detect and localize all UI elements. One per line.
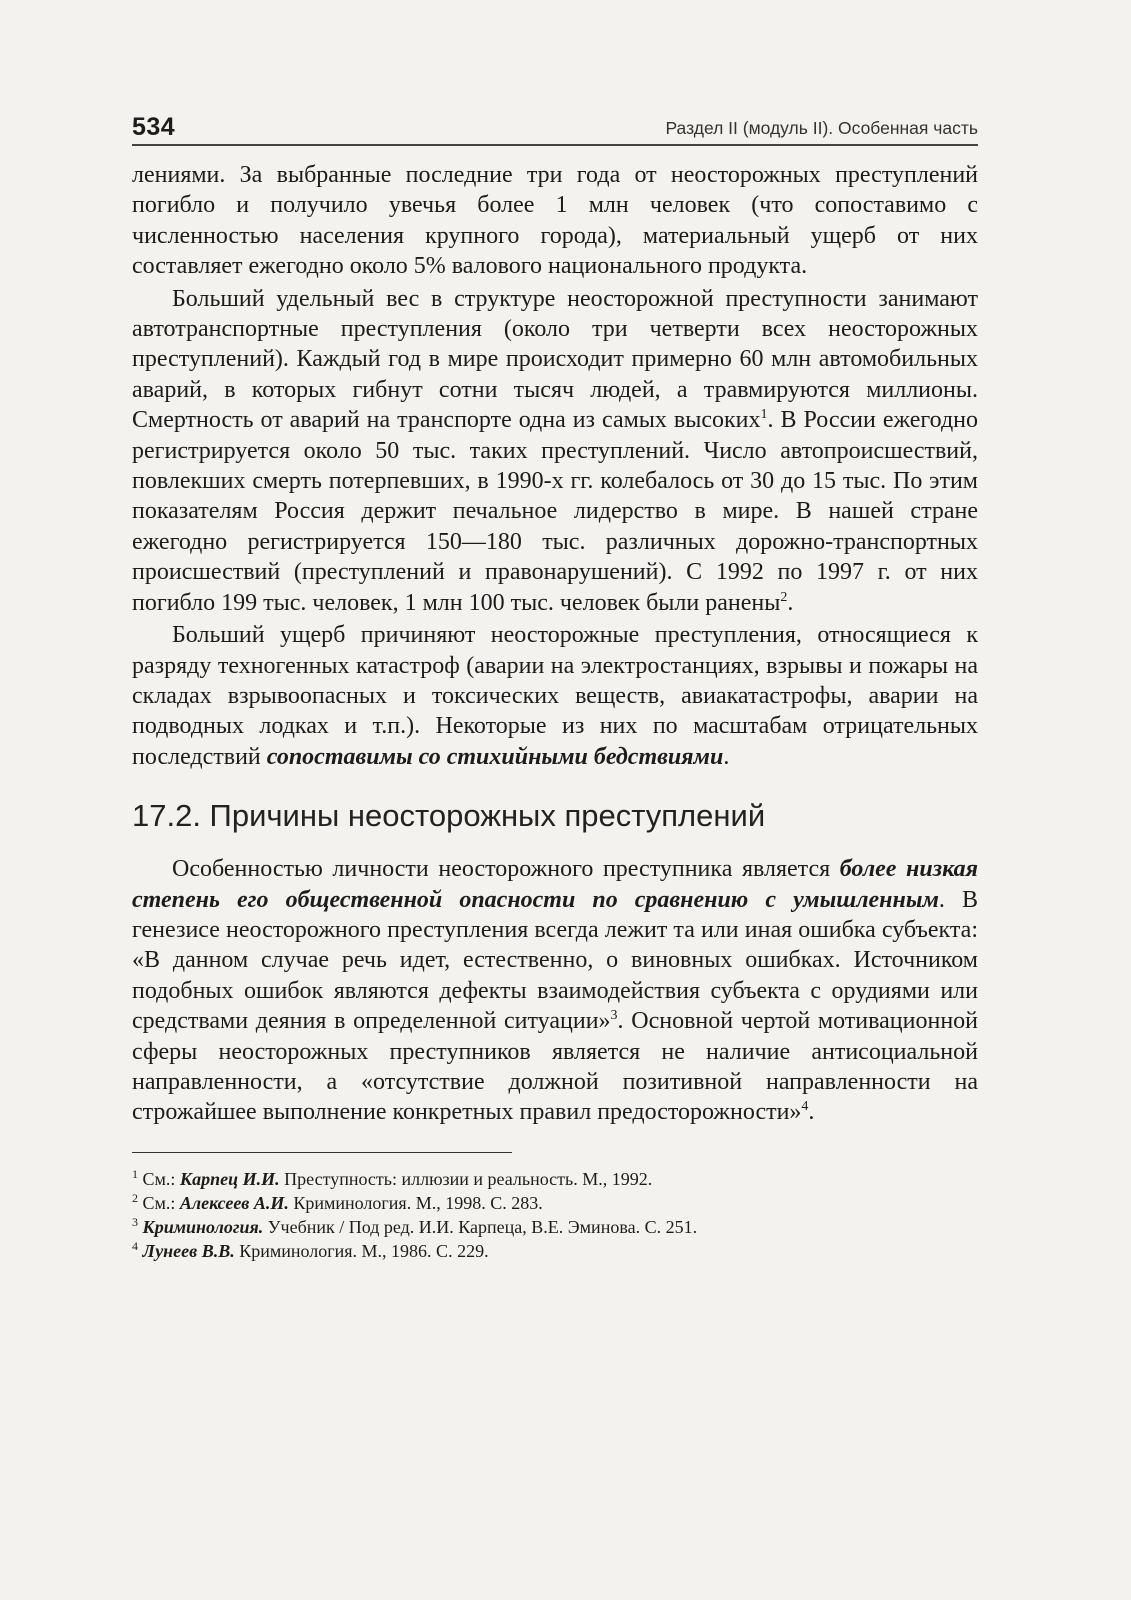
footnote-ref-1: 1: [760, 407, 768, 423]
page-header: [132, 104, 978, 146]
footnote-ref-2: 2: [780, 589, 788, 605]
book-page: [132, 104, 978, 1263]
footnote-4: $^4$ Лунеев В.В. Криминология. М., 1986. С. 229.: [132, 1238, 489, 1261]
paragraph-technogenic: Больший ущерб причиняют неосторожные преступления, относящиеся к разряду техногенных катастроф (аварии на электростанциях, взрывы и пожары на складах взрывоопасных и токсических веществ, авиакатастрофы, аварии на подводных лодках и т.п.). Некоторые из них по масштабам отрицательных последствий сопоставимы со стихийными бедствиями.: [132, 622, 978, 770]
page-number: 534: [132, 113, 176, 141]
paragraph-traffic-crimes: Больший удельный вес в структуре неосторожной преступности занимают автотранспортные преступления (около три четверти всех неосторожных преступлений). Каждый год в мире происходит примерно 60 млн автомобильных аварий, в которых гибнут сотни тысяч людей, а травмируются миллионы. Смертность от аварий на транспорте одна из самых высоких$^1$. В России ежегодно регистрируется около 50 тыс. таких преступлений. Число автопроисшествий, повлекших смерть потерпевших, в 1990-х гг. колебалось от 30 до 15 тыс. По этим показателям Россия держит печальное лидерство в мире. В нашей стране ежегодно регистрируется 150—180 тыс. различных дорожно-транспортных происшествий (преступлений и правонарушений). С 1992 по 1997 г. от них погибло 199 тыс. человек, 1 млн 100 тыс. человек были ранены$^2$.: [132, 285, 978, 616]
footnotes: [132, 1167, 978, 1263]
paragraph-causes: Особенностью личности неосторожного преступника является более низкая степень его общественной опасности по сравнению с умышленным. В генезисе неосторожного преступления всегда лежит та или иная ошибка субъекта: «В данном случае речь идет, естественно, о виновных ошибках. Источником подобных ошибок являются дефекты взаимодействия субъекта с орудиями или средствами деяния в определенной ситуации»$^3$. Основной чертой мотивационной сферы неосторожных преступников является не наличие антисоциальной направленности, а «отсутствие должной позитивной направленности на строжайшее выполнение конкретных правил предосторожности»$^4$.: [132, 856, 979, 1126]
emphasis-text: более низкая степень его общественной опасности по сравнению с умышленным: [132, 856, 978, 913]
footnote-1: $^1$ См.: Карпец И.И. Преступность: иллюзии и реальность. М., 1992.: [132, 1166, 653, 1189]
footnote-ref-3: 3: [610, 1008, 618, 1024]
emphasis-text: сопоставимы со стихийными бедствиями: [266, 743, 724, 770]
footnote-divider: [132, 1152, 512, 1153]
footnote-2: $^2$ См.: Алексеев А.И. Криминология. М., 1998. С. 283.: [132, 1190, 543, 1213]
paragraph-continued: лениями. За выбранные последние три года от неосторожных преступлений погибло и получило увечья более 1 млн человек (что сопоставимо с численностью населения крупного города), материальный ущерб от них составляет ежегодно около 5% валового национального продукта.: [132, 162, 978, 280]
running-head: Раздел II (модуль II). Особенная часть: [665, 118, 978, 138]
footnote-3: $^3$ Криминология. Учебник / Под ред. И.И. Карпеца, В.Е. Эминова. С. 251.: [132, 1214, 698, 1237]
section-title: 17.2. Причины неосторожных преступлений: [132, 798, 766, 834]
footnote-ref-4: 4: [801, 1099, 809, 1115]
